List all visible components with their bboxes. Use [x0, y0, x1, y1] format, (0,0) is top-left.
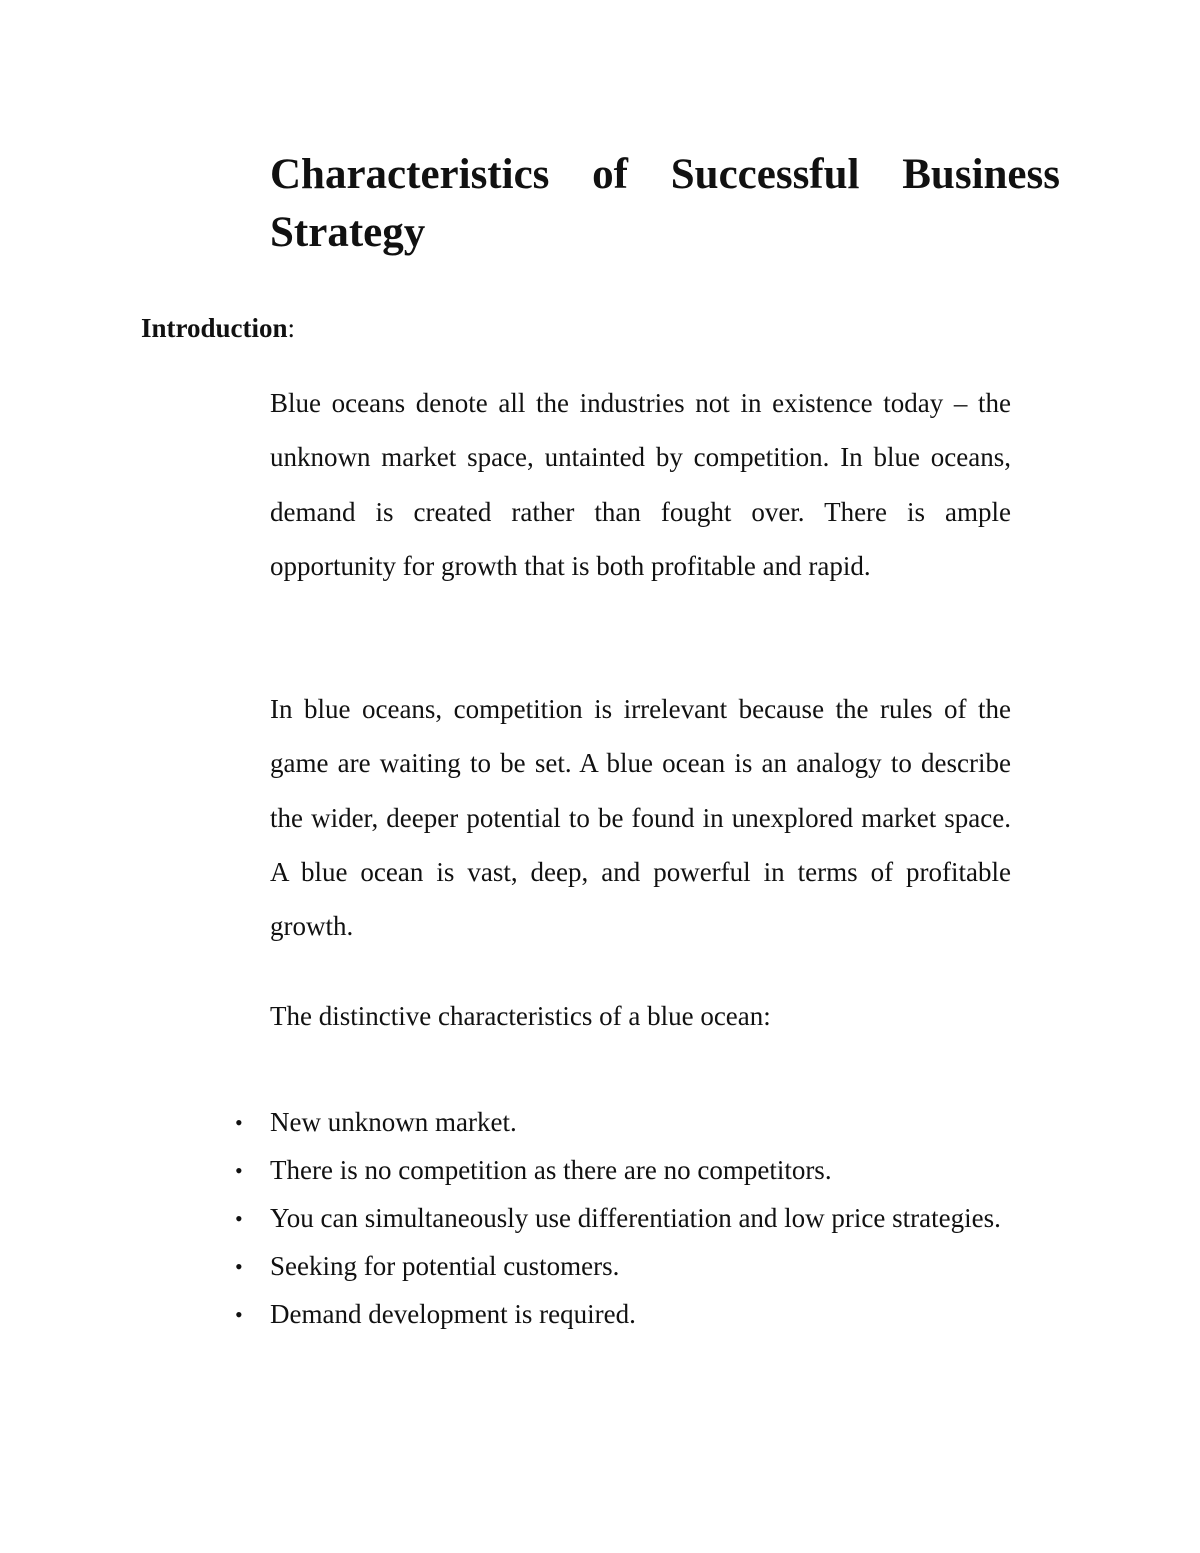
- list-item: [235, 1200, 1030, 1237]
- list-item-text: New unknown market.: [270, 1107, 517, 1137]
- bullet-icon: •: [235, 1206, 243, 1231]
- bullet-icon: •: [235, 1254, 243, 1279]
- section-heading-label: Introduction: [141, 313, 288, 343]
- characteristics-list: [235, 1104, 1030, 1344]
- bullet-icon: •: [235, 1302, 243, 1327]
- bullet-icon: •: [235, 1110, 243, 1135]
- document-title: Characteristics of Successful Business Strategy: [270, 151, 1060, 256]
- list-item-text: Seeking for potential customers.: [270, 1251, 620, 1281]
- list-item-text: There is no competition as there are no competitors.: [270, 1155, 832, 1185]
- section-heading-introduction: [141, 310, 295, 346]
- list-item: [235, 1248, 1030, 1285]
- list-item: [235, 1104, 1030, 1141]
- bullet-icon: •: [235, 1158, 243, 1183]
- paragraph-blue-oceans: Blue oceans denote all the industries not in existence today – the unknown market space, untainted by competition. In blue oceans, demand is created rather than fought over. There is ample opportunity for growth that is both profitable and rapid.: [270, 388, 1011, 581]
- list-item-text: Demand development is required.: [270, 1299, 636, 1329]
- list-item-text: You can simultaneously use differentiation and low price strategies.: [270, 1203, 1001, 1233]
- section-heading-colon: :: [287, 313, 296, 343]
- paragraph-competition: In blue oceans, competition is irrelevant because the rules of the game are waiting to be set. A blue ocean is an analogy to describe the wider, deeper potential to be found in unexplored market space. A blue ocean is vast, deep, and powerful in terms of profitable growth.: [270, 694, 1011, 942]
- list-item: [235, 1152, 1030, 1189]
- list-lead-text: The distinctive characteristics of a blue ocean:: [270, 1001, 771, 1031]
- list-item: [235, 1296, 1030, 1333]
